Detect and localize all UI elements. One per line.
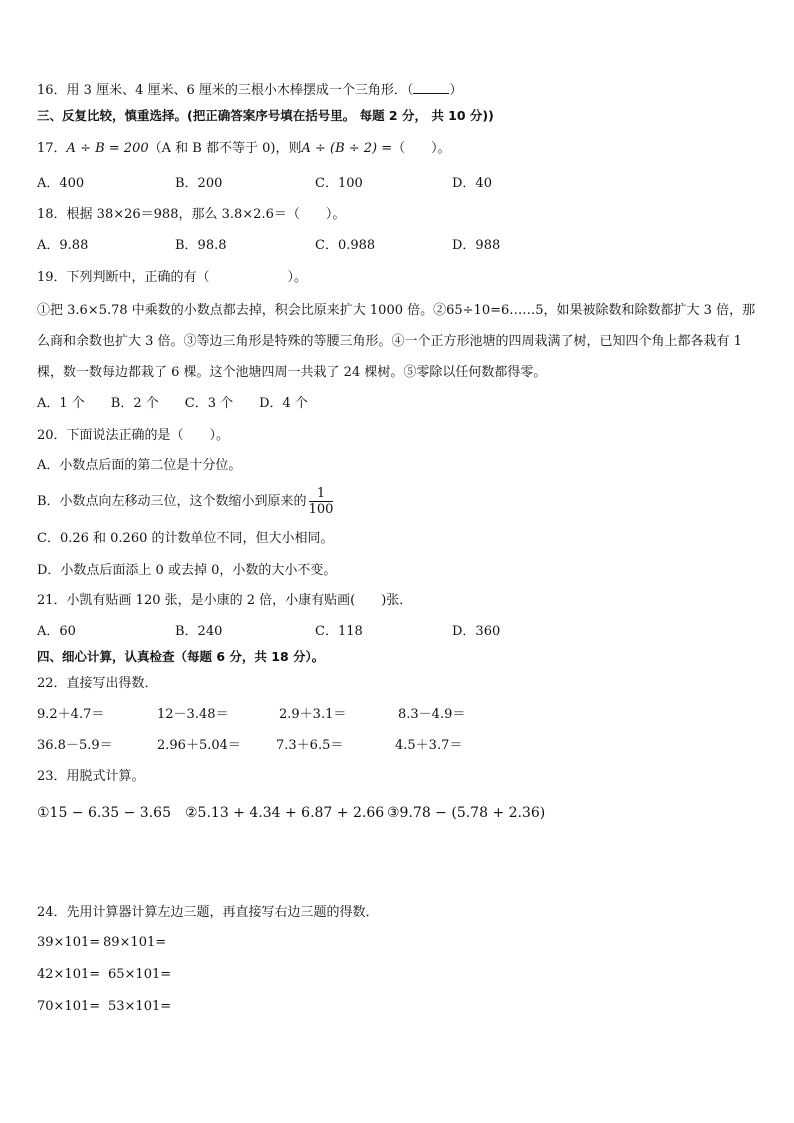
q23-item: ②5.13 + 4.34 + 6.87 + 2.66 [185,805,385,821]
q24-item: 70×101= [37,999,101,1014]
question-24: 24．先用计算器计算左边三题，再直接写右边三题的得数． [37,905,379,920]
q22-item: 36.8－5.9＝ [37,738,113,753]
q23-item: ①15 − 6.35 − 3.65 [37,805,171,821]
q23-item: ③9.78 − (5.78 + 2.36) [387,805,546,821]
q18-option-a: A．9.88 [37,238,89,253]
q17-option-a: A．400 [37,176,85,191]
question-19-body: ①把 3.6×5.78 中乘数的小数点都去掉，积会比原来扩大 1000 倍。②65÷10=6……5，如果被除数和除数都扩大 3 倍，那么商和余数也扩大 3 倍。③等边三角形是特殊的等腰三角形。④一个正方形池塘的四周栽满了树，已知四个角上都各栽有 1 棵，数一数每边都栽了 6 棵。这个池塘四周一共栽了 24 棵树。⑤零除以任何数都得零。 [37,303,756,380]
q21-option-d: D．360 [452,624,501,639]
q24-item: 39×101= [37,935,101,950]
q24-item: 53×101= [108,999,172,1014]
q18-option-c: C．0.988 [315,238,376,253]
q22-item: 4.5＋3.7＝ [395,738,463,753]
fraction-one-hundredth: $\frac{1}{100}$ [308,486,334,517]
section-4-heading: 四、细心计算，认真检查（每题 6 分，共 18 分）。 [37,649,325,664]
q24-item: 89×101= [103,935,167,950]
q17-option-b: B．200 [175,176,223,191]
q18-option-b: B．98.8 [175,238,227,253]
q22-item: 8.3－4.9＝ [398,707,466,722]
q18-option-d: D．988 [452,238,501,253]
q17-option-d: D．40 [452,176,492,191]
q17-option-c: C．100 [315,176,363,191]
q24-item: 42×101= [37,967,101,982]
question-21: 21．小凯有贴画 120 张，是小康的 2 倍，小康有贴画( )张． [37,593,413,608]
q21-option-b: B．240 [175,624,223,639]
section-3-heading: 三、反复比较，慎重选择。(把正确答案序号填在括号里。 每题 2 分， 共 10 分)) [37,108,494,123]
q20-option-c: C．0.26 和 0.260 的计数单位不同，但大小相同。 [37,531,334,546]
question-23: 23．用脱式计算。 [37,769,145,784]
q22-item: 7.3＋6.5＝ [276,738,344,753]
question-18: 18．根据 38×26＝988，那么 3.8×2.6＝（ ）。 [37,207,346,222]
q19-options: A．1 个 B．2 个 C．3 个 D．4 个 [37,396,308,411]
q24-item: 65×101= [108,967,172,982]
answer-blank [413,81,449,94]
q20-option-b: B．小数点向左移动三位，这个数缩小到原来的 $\frac{1}{100}$ [37,486,334,517]
q22-item: 2.9＋3.1＝ [279,707,347,722]
q21-option-a: A．60 [37,624,76,639]
question-16: 16．用 3 厘米、4 厘米、6 厘米的三根小木棒摆成一个三角形．（ ） [37,83,463,98]
q22-item: 12－3.48＝ [157,707,229,722]
q22-item: 9.2＋4.7＝ [37,707,105,722]
question-17: 17．A ÷ B = 200（A 和 B 都不等于 0)，则A ÷ (B ÷ 2) =（ ）。 [37,141,451,156]
q20-option-a: A．小数点后面的第二位是十分位。 [37,458,242,473]
q21-option-c: C．118 [315,624,363,639]
q20-option-d: D．小数点后面添上 0 或去掉 0，小数的大小不变。 [37,563,337,578]
question-19: 19．下列判断中，正确的有（ ）。 [37,270,308,285]
q22-item: 2.96＋5.04＝ [157,738,241,753]
question-20: 20．下面说法正确的是（ ）。 [37,428,230,443]
question-22: 22．直接写出得数． [37,676,158,691]
